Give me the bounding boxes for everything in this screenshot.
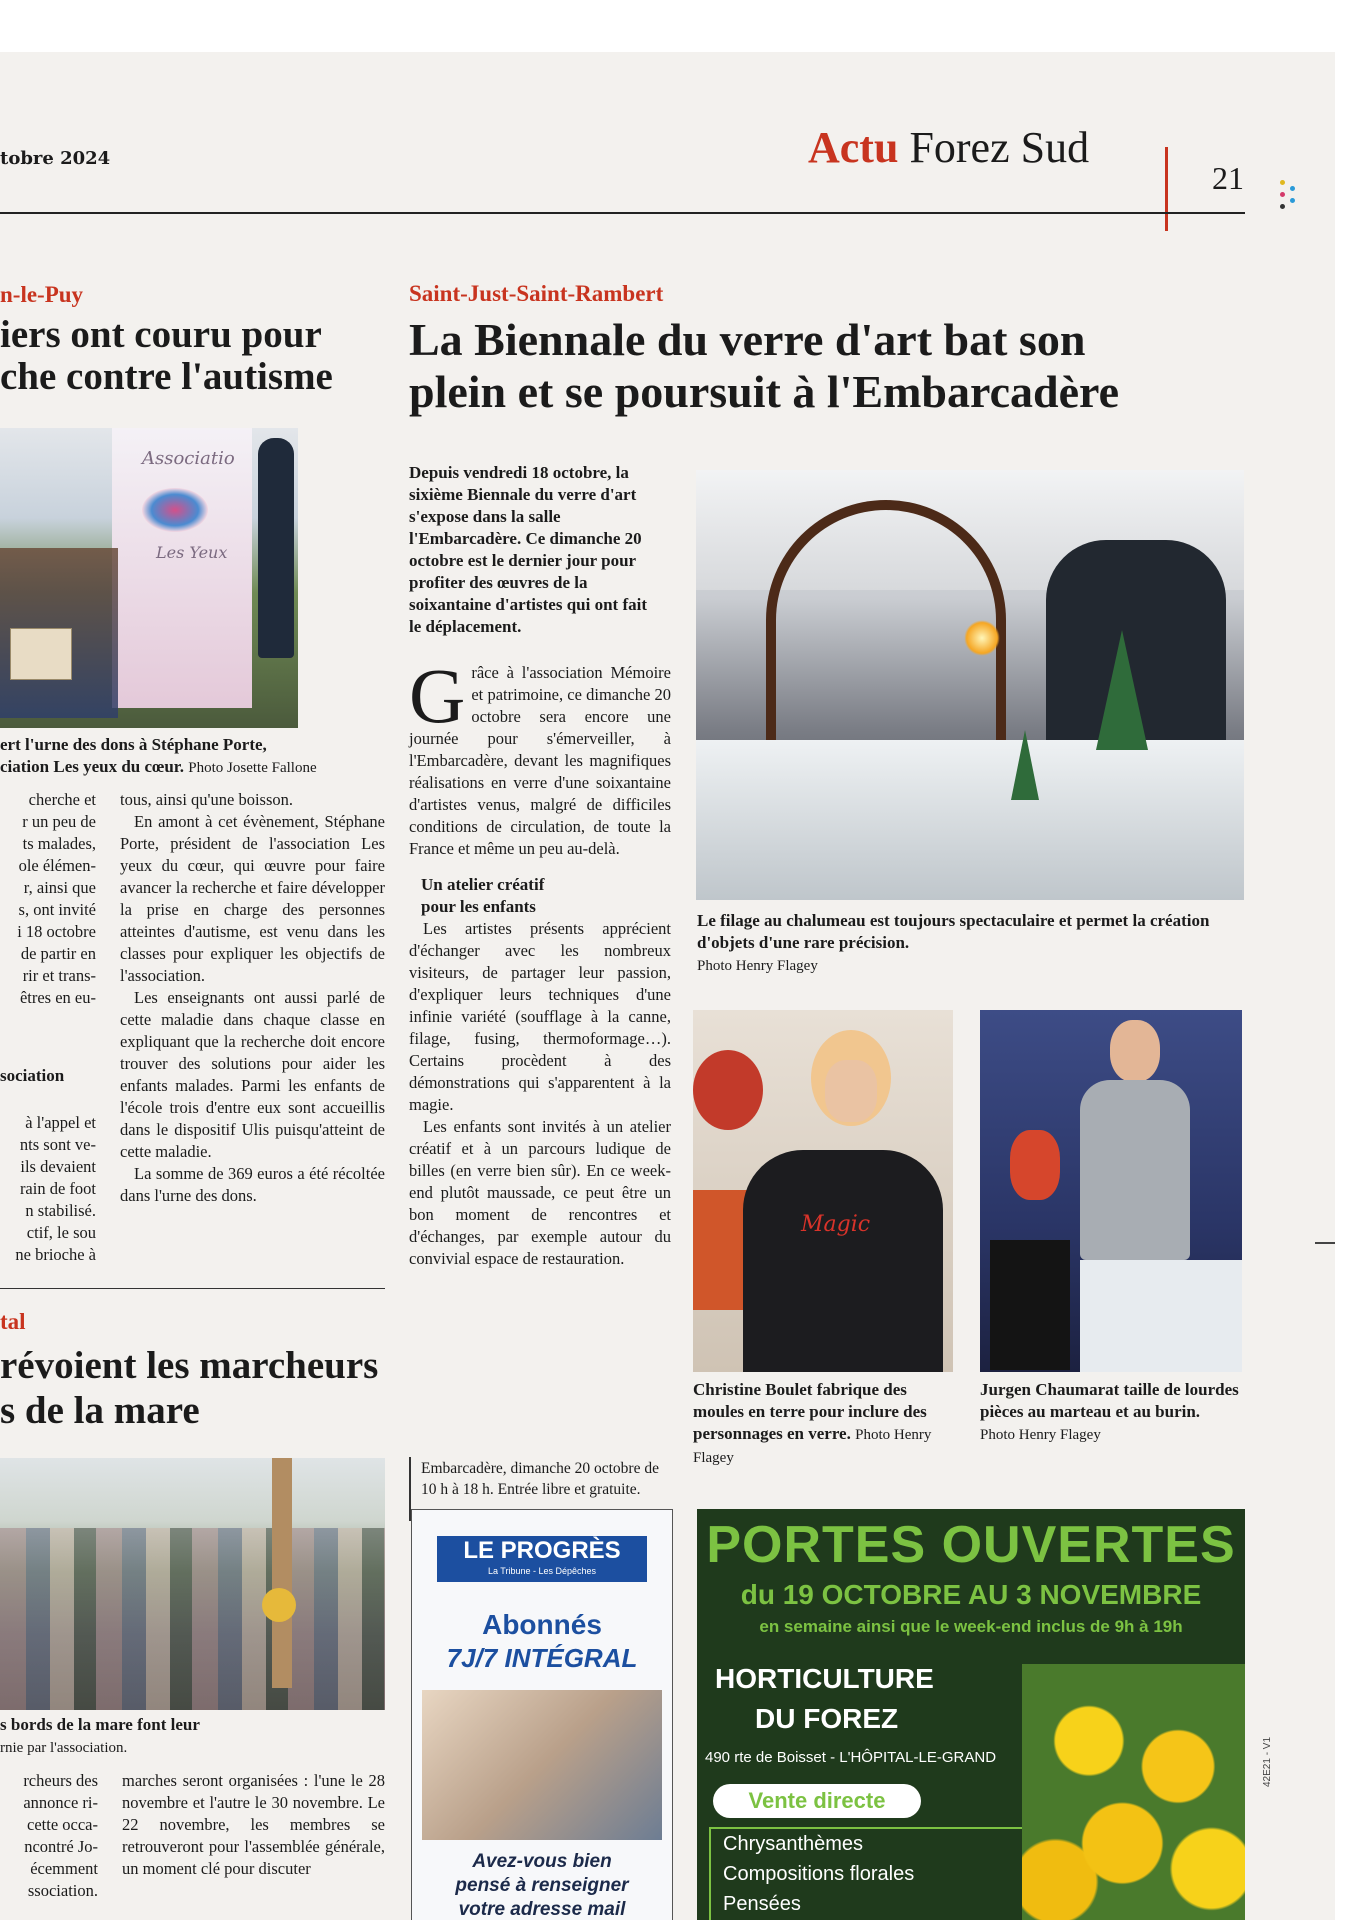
left-caption-credit: Photo Josette Fallone bbox=[188, 760, 317, 776]
drop-cap: G bbox=[409, 652, 466, 739]
photo-jurgen bbox=[980, 1010, 1242, 1372]
left-headline-line1: iers ont couru pour bbox=[0, 313, 322, 356]
progres-bottom-text bbox=[412, 1850, 672, 1920]
issue-date: tobre 2024 bbox=[0, 148, 111, 169]
left-col1 bbox=[0, 789, 96, 1009]
progres-headline bbox=[412, 1608, 672, 1674]
left-subhead: sociation bbox=[0, 1066, 65, 1085]
main-headline bbox=[409, 314, 1119, 418]
text-line: cherche et bbox=[28, 790, 96, 809]
photo2-credit: Photo Henry Flagey bbox=[693, 1427, 932, 1466]
text-line: rir et trans- bbox=[22, 966, 96, 985]
horti-hours: en semaine ainsi que le week-end inclus de 9h à 19h bbox=[759, 1617, 1183, 1636]
left2-kicker: tal bbox=[0, 1309, 26, 1334]
photo3-credit: Photo Henry Flagey bbox=[980, 1427, 1101, 1443]
display-plinth bbox=[1080, 1260, 1242, 1372]
horti-item: Pensées bbox=[723, 1893, 801, 1915]
text-line: ole élémen- bbox=[18, 856, 96, 875]
left-col1b bbox=[0, 1112, 96, 1266]
left-photo-caption bbox=[0, 734, 385, 779]
left2-headline bbox=[0, 1343, 378, 1433]
horti-name bbox=[715, 1659, 1015, 1739]
left2-caption-line2: rnie par l'association. bbox=[0, 1740, 128, 1756]
ad-horticulture bbox=[697, 1509, 1245, 1920]
photo1-caption bbox=[697, 910, 1245, 977]
color-dots-icon bbox=[1280, 180, 1302, 214]
text-line: nts sont ve- bbox=[19, 1135, 96, 1154]
left2-col2 bbox=[122, 1770, 385, 1880]
text-line: écemment bbox=[30, 1859, 98, 1878]
left-caption-line2: ciation Les yeux du cœur. bbox=[0, 757, 185, 776]
horti-dates: du 19 OCTOBRE AU 3 NOVEMBRE bbox=[740, 1579, 1202, 1610]
photo2-caption-text: Christine Boulet fabrique des moules en terre pour inclure des personnages en verre. bbox=[693, 1380, 927, 1443]
progres-logo-text: LE PROGRÈS bbox=[463, 1537, 621, 1564]
text-line: annonce ri- bbox=[23, 1793, 98, 1812]
header-rule bbox=[0, 212, 1245, 214]
left2-headline-line2: s de la mare bbox=[0, 1389, 200, 1432]
text-line: r, ainsi que bbox=[23, 878, 96, 897]
glass-scene-table bbox=[696, 740, 1244, 900]
text-line: r un peu de bbox=[22, 812, 96, 831]
progres-bottom3: votre adresse mail bbox=[458, 1899, 626, 1920]
horti-address: 490 rte de Boisset - L'HÔPITAL-LE-GRAND bbox=[705, 1749, 997, 1766]
section-title bbox=[808, 122, 1089, 173]
eye-graphic bbox=[142, 488, 208, 532]
horti-name1: HORTICULTURE bbox=[715, 1663, 934, 1694]
photo2-caption bbox=[693, 1379, 943, 1469]
association-banner bbox=[112, 428, 252, 708]
chrysanthemum-photo bbox=[1022, 1664, 1245, 1920]
horti-title: PORTES OUVERTES bbox=[706, 1516, 1236, 1574]
section-name: Forez Sud bbox=[909, 123, 1090, 172]
photo-walkers bbox=[0, 1458, 385, 1710]
text-line: cette occa- bbox=[27, 1815, 98, 1834]
text-line: i 18 octobre bbox=[17, 922, 96, 941]
left2-caption bbox=[0, 1714, 385, 1759]
page-number: 21 bbox=[1212, 160, 1244, 196]
side-code: 42E21 - V1 bbox=[1262, 1736, 1273, 1787]
progres-bottom2: pensé à renseigner bbox=[455, 1875, 629, 1896]
banner-text1: Associatio bbox=[142, 448, 235, 469]
text-line: de partir en bbox=[20, 944, 96, 963]
main-info: Embarcadère, dimanche 20 octobre de 10 h à 18 h. Entrée libre et gratuite. bbox=[421, 1460, 659, 1498]
progres-line1: Abonnés bbox=[482, 1609, 602, 1640]
text-line: rcheurs des bbox=[23, 1771, 98, 1790]
torch-flame bbox=[964, 620, 1000, 656]
glass-tree bbox=[1096, 630, 1148, 750]
main-lead: Depuis vendredi 18 octobre, la sixième Biennale du verre d'art s'expose dans la salle l'Embarcadère. Ce dimanche 20 octobre est le dernier jour pour profiter des œuvres de la soixantaine d'artistes qui ont fait le déplacement. bbox=[409, 463, 648, 636]
photo1-credit: Photo Henry Flagey bbox=[697, 958, 818, 974]
text-line: à l'appel et bbox=[25, 1113, 96, 1132]
yellow-ribbon bbox=[262, 1588, 296, 1622]
left-col2 bbox=[120, 789, 385, 1207]
left-paragraph: tous, ainsi qu'une boisson. bbox=[120, 790, 294, 809]
wooden-post bbox=[272, 1458, 292, 1688]
text-line: êtres en eu- bbox=[19, 988, 96, 1007]
text-line: ils devaient bbox=[20, 1157, 96, 1176]
person-standing bbox=[258, 438, 294, 658]
left-caption-line1: ert l'urne des dons à Stéphane Porte, bbox=[0, 735, 267, 754]
text-line: s, ont invité bbox=[18, 900, 96, 919]
text-line: ncontré Jo- bbox=[24, 1837, 98, 1856]
photo3-caption bbox=[980, 1379, 1242, 1446]
black-stand bbox=[990, 1240, 1070, 1370]
main-subhead bbox=[409, 874, 671, 918]
horti-item: Compositions florales bbox=[723, 1863, 915, 1885]
horti-items bbox=[709, 1827, 1023, 1920]
banner-text2: Les Yeux bbox=[156, 543, 228, 562]
main-body-col bbox=[409, 652, 671, 1270]
ad-le-progres bbox=[411, 1509, 673, 1920]
main-subhead-line1: Un atelier créatif bbox=[421, 875, 545, 894]
progres-line2: 7J/7 INTÉGRAL bbox=[446, 1643, 638, 1673]
main-paragraph: Les artistes présents apprécient d'échanger avec les nombreux visiteurs, de partager leur passion, d'expliquer leurs techniques d'une infinie variété (soufflage à la canne, filage, fusing, thermoformage…). Certains procèdent à des démonstrations qui s'apparentent à la magie. bbox=[409, 919, 671, 1114]
progres-photo-couple bbox=[422, 1690, 662, 1840]
photo-christine bbox=[693, 1010, 953, 1372]
main-kicker: Saint-Just-Saint-Rambert bbox=[409, 281, 664, 306]
woman-face bbox=[825, 1060, 877, 1122]
left2-headline-line1: révoient les marcheurs bbox=[0, 1344, 379, 1387]
left-headline bbox=[0, 314, 333, 398]
text-line: rain de foot bbox=[19, 1179, 96, 1198]
left-kicker: n-le-Puy bbox=[0, 282, 84, 307]
section-accent: Actu bbox=[808, 123, 899, 172]
fold-mark bbox=[1315, 1242, 1335, 1244]
text-line: ctif, le sou bbox=[26, 1223, 96, 1242]
progres-logo bbox=[437, 1536, 647, 1582]
text-line: n stabilisé. bbox=[25, 1201, 96, 1220]
main-headline-line1: La Biennale du verre d'art bat son bbox=[409, 314, 1086, 365]
man-face bbox=[1110, 1020, 1160, 1082]
newspaper-page bbox=[0, 52, 1335, 1920]
woman-sweater bbox=[743, 1150, 943, 1372]
glass-tree bbox=[1011, 730, 1039, 800]
header-red-rule bbox=[1165, 147, 1168, 231]
main-paragraph: Les enfants sont invités à un atelier créatif et à un parcours ludique de billes (en verre bien sûr). En ce week-end plutôt maussade, ce peut être un bon moment de rencontres et d'échanges, par exemple autour du convivial espace de restauration. bbox=[409, 1117, 671, 1268]
text-line: ts malades, bbox=[22, 834, 96, 853]
red-glass-sculpture bbox=[1010, 1130, 1060, 1200]
left-divider bbox=[0, 1288, 385, 1289]
horti-item: Chrysanthèmes bbox=[723, 1833, 864, 1855]
photo1-caption-text: Le filage au chalumeau est toujours spectaculaire et permet la création d'objets d'une rare précision. bbox=[697, 911, 1210, 952]
photo3-caption-text: Jurgen Chaumarat taille de lourdes pièces au marteau et au burin. bbox=[980, 1380, 1239, 1421]
left2-col1 bbox=[0, 1770, 98, 1902]
left-paragraph: Les enseignants ont aussi parlé de cette maladie dans chaque classe en expliquant que la recherche doit encore trouver des solutions pour aider les enfants malades. Parmi les enfants de l'école trois d'entre eux sont accueillis dans le dispositif Ulis puisqu'atteint de cette maladie. bbox=[120, 988, 385, 1161]
left-headline-line2: che contre l'autisme bbox=[0, 355, 333, 398]
left2-caption-line1: s bords de la mare font leur bbox=[0, 1715, 200, 1734]
crowd-of-walkers bbox=[0, 1528, 385, 1710]
main-paragraph: râce à l'association Mémoire et patrimoine, ce dimanche 20 octobre sera encore une journée pour s'émerveiller, à l'Embarcadère, devant les magnifiques réalisations en verre d'une soixantaine d'artistes venus, malgré de difficiles conditions de circulation, de toute la France et même un peu au-delà. bbox=[409, 663, 671, 858]
left-paragraph: En amont à cet évènement, Stéphane Porte, président de l'association Les yeux du cœur, qui œuvre pour faire avancer la recherche et faire développer la prise en charge des personnes atteintes d'autisme, est venu dans les classes pour expliquer les objectifs de l'association. bbox=[120, 812, 385, 985]
text-line: ne brioche à bbox=[15, 1245, 96, 1264]
sweater-text: Magic bbox=[801, 1212, 871, 1237]
horti-name2: DU FOREZ bbox=[755, 1703, 899, 1734]
left-paragraph: La somme de 369 euros a été récoltée dans l'urne des dons. bbox=[120, 1164, 385, 1205]
left2-paragraph: marches seront organisées : l'une le 28 novembre et l'autre le 30 novembre. Le 22 novembre, les membres se retrouveront pour l'assemblée générale, un moment clé pour discuter bbox=[122, 1771, 385, 1878]
main-subhead-line2: pour les enfants bbox=[421, 897, 536, 916]
progres-logo-sub: La Tribune - Les Dépêches bbox=[487, 1566, 597, 1576]
text-line: ssociation. bbox=[27, 1881, 98, 1900]
photo-autism-run bbox=[0, 428, 298, 728]
donation-box bbox=[10, 628, 72, 680]
main-headline-line2: plein et se poursuit à l'Embarcadère bbox=[409, 366, 1120, 417]
man-sweater bbox=[1080, 1080, 1190, 1260]
horti-badge: Vente directe bbox=[713, 1784, 921, 1818]
progres-bottom1: Avez-vous bien bbox=[472, 1851, 612, 1872]
glass-artwork bbox=[693, 1050, 763, 1130]
photo-glass-torch bbox=[696, 470, 1244, 900]
